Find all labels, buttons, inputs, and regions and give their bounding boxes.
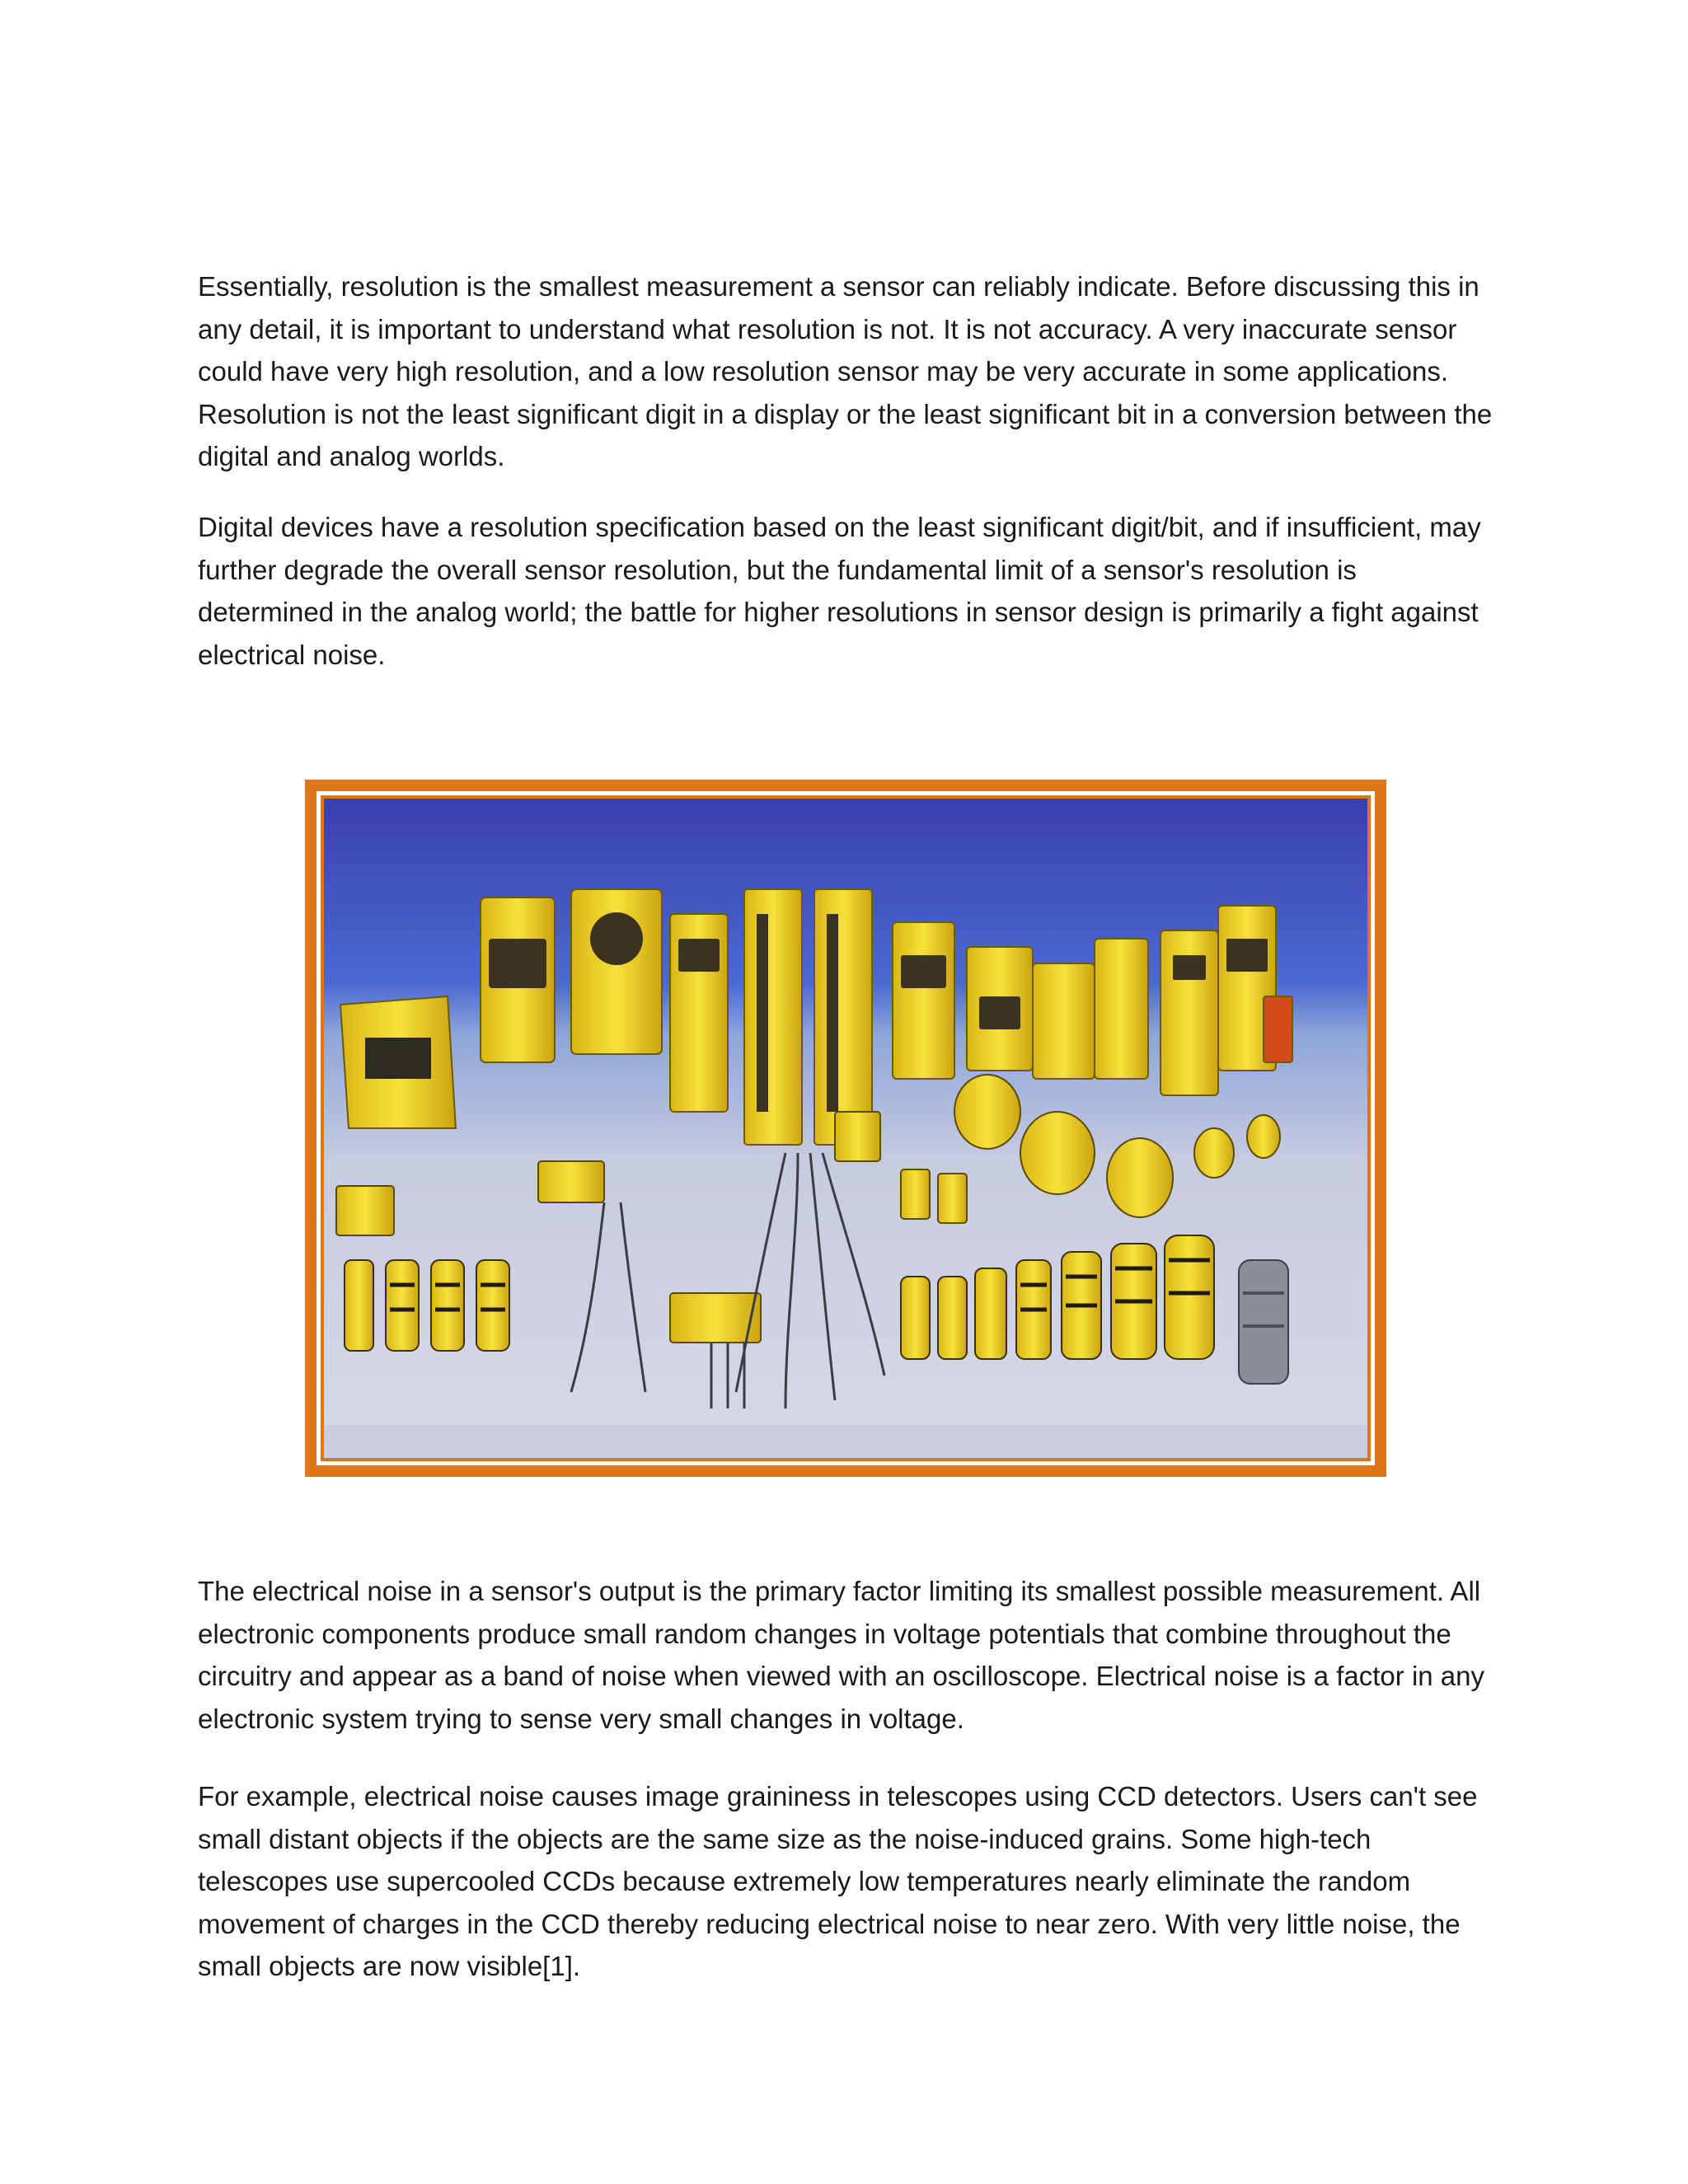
sensor-photo-frame bbox=[305, 780, 1386, 1477]
floor-shadow bbox=[324, 1425, 1367, 1458]
paragraph-digital-resolution: Digital devices have a resolution specification based on the least significant digit/bit, and if insufficient, may further degrade the overall sensor resolution, but the fundamental limit of a sensor's resolution is determined in the analog world; the battle for higher resolutions in sensor design is primarily a fight against electrical noise. bbox=[198, 512, 1481, 670]
paragraph-ccd-example: For example, electrical noise causes image graininess in telescopes using CCD detectors. Users can't see small distant objects if the objects are the same size as the noise-induced grains. Some high-tech telescopes use supercooled CCDs because extremely low temperatures nearly eliminate the random movement of charges in the CCD thereby reducing electrical noise to near zero. With very little noise, the small objects are now visible[1]. bbox=[198, 1781, 1478, 1982]
sensor-product-photo bbox=[324, 799, 1367, 1458]
bracket-sensor bbox=[340, 996, 456, 1128]
paragraph-resolution-definition: Essentially, resolution is the smallest measurement a sensor can reliably indicate. Before discussing this in any detail, it is important to understand what resolution is not. It is not accuracy. A very inaccurate sensor could have very high resolution, and a low resolution sensor may be very accurate in some applications. Resolution is not the least significant digit in a display or the least significant bit in a conversion between the digital and analog worlds. bbox=[198, 271, 1493, 472]
sensor-photo-border bbox=[316, 791, 1375, 1465]
metal-sensor bbox=[1239, 1260, 1288, 1384]
paragraph-electrical-noise: The electrical noise in a sensor's output is the primary factor limiting its smallest possible measurement. All electronic components produce small random changes in voltage potentials that combine throughout the circuitry and appear as a band of noise when viewed with an oscilloscope. Electrical noise is a factor in any electronic system trying to sense very small changes in voltage. bbox=[198, 1576, 1485, 1734]
